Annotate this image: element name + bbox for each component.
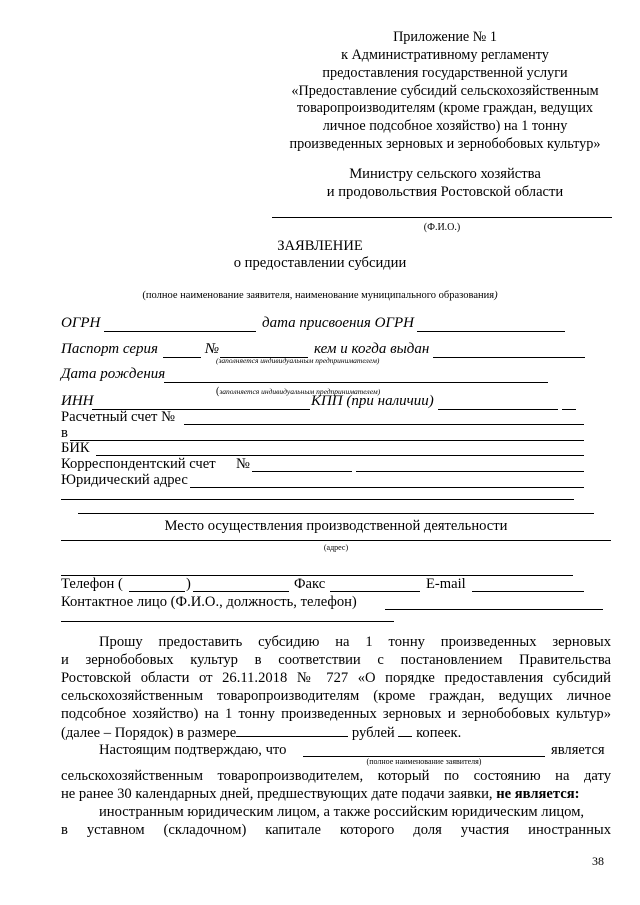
activity-address-caption: (адрес) <box>323 543 349 552</box>
appendix-line: произведенных зерновых и зернобобовых культур» <box>289 136 601 152</box>
fio-line[interactable] <box>272 217 612 218</box>
inn-label: ИНН <box>61 393 94 409</box>
paragraph-1-line: подсобное хозяйство) на 1 тонну произведенных зерновых и зернобобовых культур» <box>61 706 611 722</box>
appendix-line: предоставления государственной услуги <box>322 65 568 81</box>
fax-field[interactable] <box>330 591 420 592</box>
passport-number-label: № <box>205 341 220 357</box>
corr-account-field-2[interactable] <box>356 471 584 472</box>
activity-heading: Место осуществления производственной деятельности <box>164 518 508 534</box>
appendix-line: Приложение № 1 <box>393 29 497 45</box>
paragraph-1-line: Прошу предоставить субсидию на 1 тонну произведенных зерновых <box>99 634 611 650</box>
bik-label: БИК <box>61 440 90 456</box>
corr-account-field[interactable] <box>252 471 352 472</box>
paragraph-1-line: сельскохозяйственным товаропроизводителям (кроме граждан, ведущих личное <box>61 688 611 704</box>
fax-label: Факс <box>294 576 326 592</box>
paragraph-3-line: иностранным юридическим лицом, а также российским юридическим лицом, <box>99 804 585 820</box>
birth-date-label: Дата рождения <box>61 366 166 382</box>
legal-address-field-2[interactable] <box>61 499 574 500</box>
ogrn-date-field[interactable] <box>417 331 565 332</box>
fio-caption: (Ф.И.О.) <box>423 222 461 233</box>
bank-label: в <box>61 425 68 441</box>
paragraph-1-line: Ростовской области от 26.11.2018 № 727 «О порядке предоставления субсидий <box>61 670 611 686</box>
appendix-line: к Административному регламенту <box>341 47 549 63</box>
legal-address-field-3[interactable] <box>78 513 594 514</box>
issued-by-field[interactable] <box>433 357 585 358</box>
phone-label: Телефон ( <box>61 576 123 592</box>
appendix-line: «Предоставление субсидий сельскохозяйственным <box>291 83 599 99</box>
appendix-line: личное подсобное хозяйство) на 1 тонну <box>322 118 568 134</box>
kopecks-field[interactable] <box>398 724 412 737</box>
paragraph-1-line: и зернобобовых культур в соответствии с постановлением Правительства <box>61 652 611 668</box>
applicant-name-caption: (полное наименование заявителя) <box>366 757 482 766</box>
legal-address-label: Юридический адрес <box>61 472 188 488</box>
document-subtitle: о предоставлении субсидии <box>233 255 407 271</box>
activity-address-field[interactable] <box>61 540 611 541</box>
paragraph-1-last-line: (далее – Порядок) в размере рублей копеек. <box>61 725 462 741</box>
kpp-field-tail[interactable] <box>562 409 576 410</box>
bank-field[interactable] <box>70 440 584 441</box>
ip-note-2: (заполняется индивидуальным предпринимателем) <box>216 386 381 397</box>
addressee-line-1: Министру сельского хозяйства <box>349 166 541 182</box>
page-number: 38 <box>592 854 604 868</box>
email-field[interactable] <box>472 591 584 592</box>
ip-note-1: (заполняется индивидуальным предпринимателем) <box>216 356 380 365</box>
contact-person-field[interactable] <box>385 609 603 610</box>
account-label: Расчетный счет № <box>61 409 175 425</box>
contact-person-label: Контактное лицо (Ф.И.О., должность, телефон) <box>61 594 357 610</box>
legal-address-field[interactable] <box>190 487 584 488</box>
ogrn-field[interactable] <box>104 331 256 332</box>
paragraph-3-line: в уставном (складочном) капитале которого доля участия иностранных <box>61 822 611 838</box>
document-title: ЗАЯВЛЕНИЕ <box>277 238 363 254</box>
email-label: E-mail <box>426 576 466 592</box>
kpp-field[interactable] <box>438 409 558 410</box>
phone-field[interactable] <box>193 591 289 592</box>
addressee-line-2: и продовольствия Ростовской области <box>326 184 564 200</box>
kpp-label: КПП (при наличии) <box>311 393 434 409</box>
paragraph-2-line-3: не ранее 30 календарных дней, предшествующих дате подачи заявки, не является: <box>61 786 580 802</box>
passport-series-label: Паспорт серия <box>61 341 158 357</box>
applicant-caption: (полное наименование заявителя, наименование муниципального образования) <box>142 290 498 301</box>
phone-close: ) <box>186 576 191 592</box>
passport-series-field[interactable] <box>163 357 201 358</box>
ogrn-label: ОГРН <box>61 315 101 331</box>
paragraph-2-line: сельскохозяйственным товаропроизводителем, который по состоянию на дату <box>61 768 611 784</box>
phone-code-field[interactable] <box>129 591 185 592</box>
paragraph-2-suffix: является <box>551 742 605 758</box>
ogrn-date-label: дата присвоения ОГРН <box>262 315 415 331</box>
account-field[interactable] <box>184 424 584 425</box>
corr-number-label: № <box>236 456 250 472</box>
subsidy-amount-field[interactable] <box>236 724 348 737</box>
issued-by-label: кем и когда выдан <box>314 341 430 357</box>
appendix-line: товаропроизводителям (кроме граждан, ведущих <box>296 100 594 116</box>
paragraph-2-prefix: Настоящим подтверждаю, что <box>99 742 287 758</box>
corr-account-label: Корреспондентский счет <box>61 456 216 472</box>
contact-person-field-2[interactable] <box>61 621 394 622</box>
